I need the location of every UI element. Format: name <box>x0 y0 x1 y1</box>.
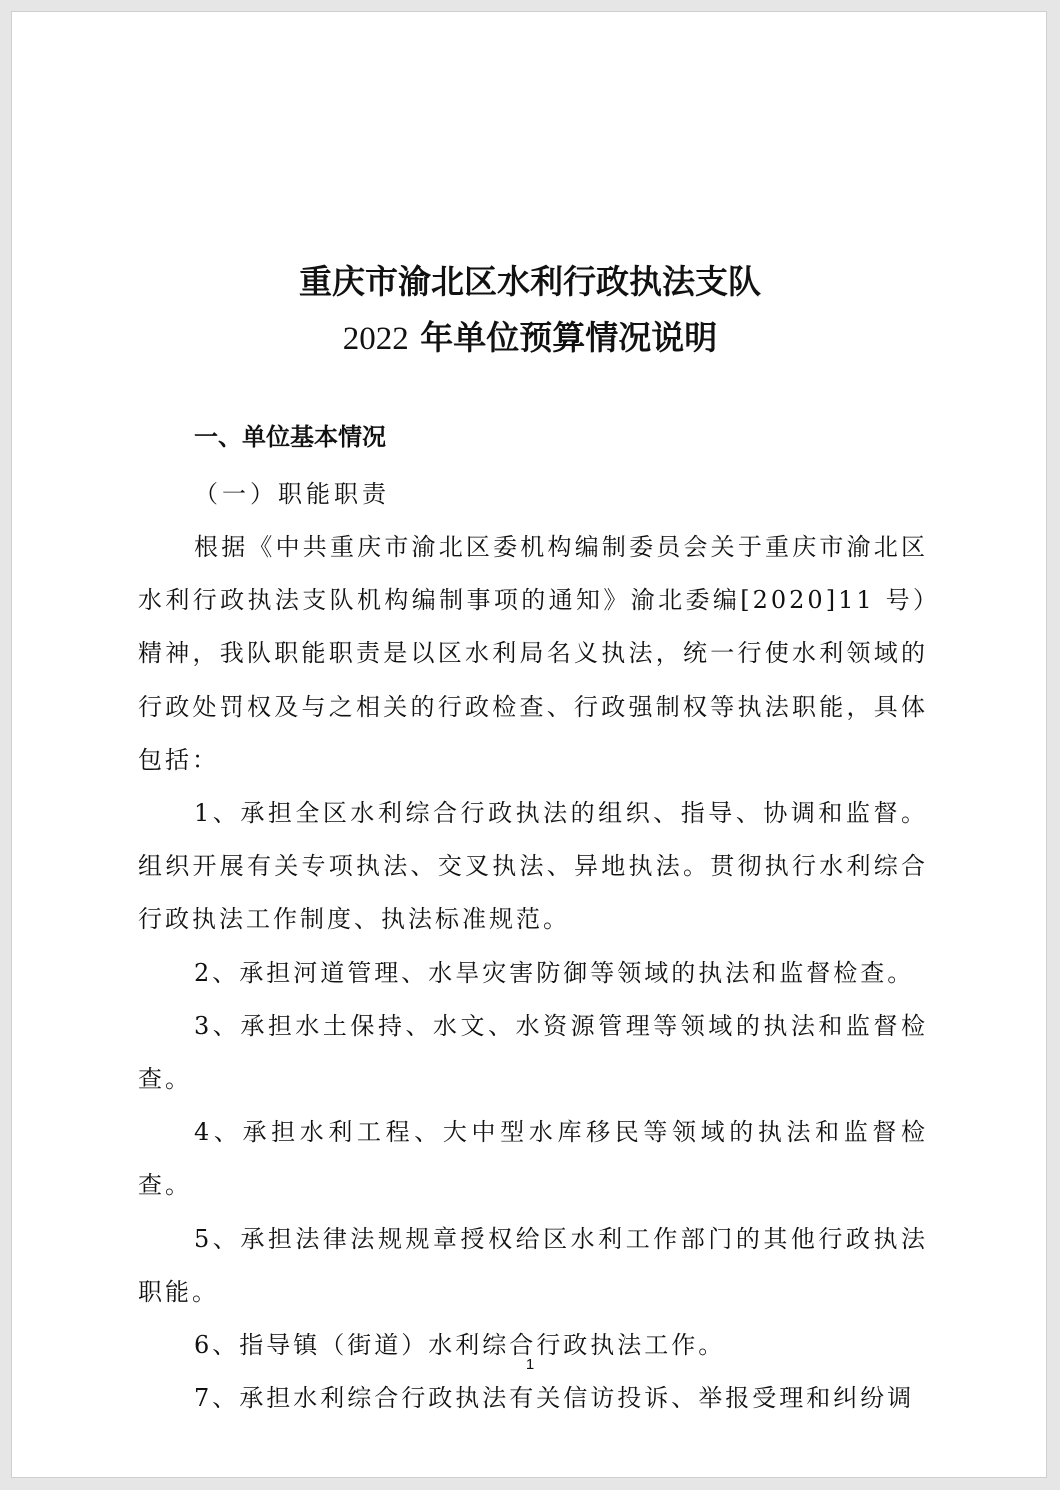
section-heading: 一、单位基本情况 <box>194 423 386 451</box>
document-page <box>11 11 1047 1478</box>
title-year: 2022 <box>342 321 409 357</box>
paragraph-item-3: 3、承担水土保持、水文、水资源管理等领域的执法和监督检查。 <box>138 1011 928 1094</box>
paragraph-intro: 根据《中共重庆市渝北区委机构编制委员会关于重庆市渝北区水利行政执法支队机构编制事项的通知》渝北委编[2020]11 号）精神，我队职能职责是以区水利局名义执法，统一行使水利领域的行政处罚权及与之相关的行政检查、行政强制权等执法职能，具体包括： <box>138 533 928 774</box>
page-number: 1 <box>525 1356 535 1373</box>
paragraph-item-4: 4、承担水利工程、大中型水库移民等领域的执法和监督检查。 <box>138 1118 928 1200</box>
document-title-line2 <box>12 312 1048 359</box>
title-rest: 年单位预算情况说明 <box>408 318 718 357</box>
paragraph-item-1: 1、承担全区水利综合行政执法的组织、指导、协调和监督。组织开展有关专项执法、交叉执法、异地执法。贯彻执行水利综合行政执法工作制度、执法标准规范。 <box>138 799 928 934</box>
subsection-heading: （一）职能职责 <box>194 480 390 508</box>
document-title-line1: 重庆市渝北区水利行政执法支队 <box>299 262 761 301</box>
paragraph-item-6: 6、指导镇（街道）水利综合行政执法工作。 <box>194 1331 726 1360</box>
paragraph-item-5: 5、承担法律法规规章授权给区水利工作部门的其他行政执法职能。 <box>138 1224 928 1306</box>
paragraph-item-2: 2、承担河道管理、水旱灾害防御等领域的执法和监督检查。 <box>194 958 915 987</box>
paragraph-item-7: 7、承担水利综合行政执法有关信访投诉、举报受理和纠纷调 <box>194 1384 915 1413</box>
body-text <box>138 521 928 1425</box>
